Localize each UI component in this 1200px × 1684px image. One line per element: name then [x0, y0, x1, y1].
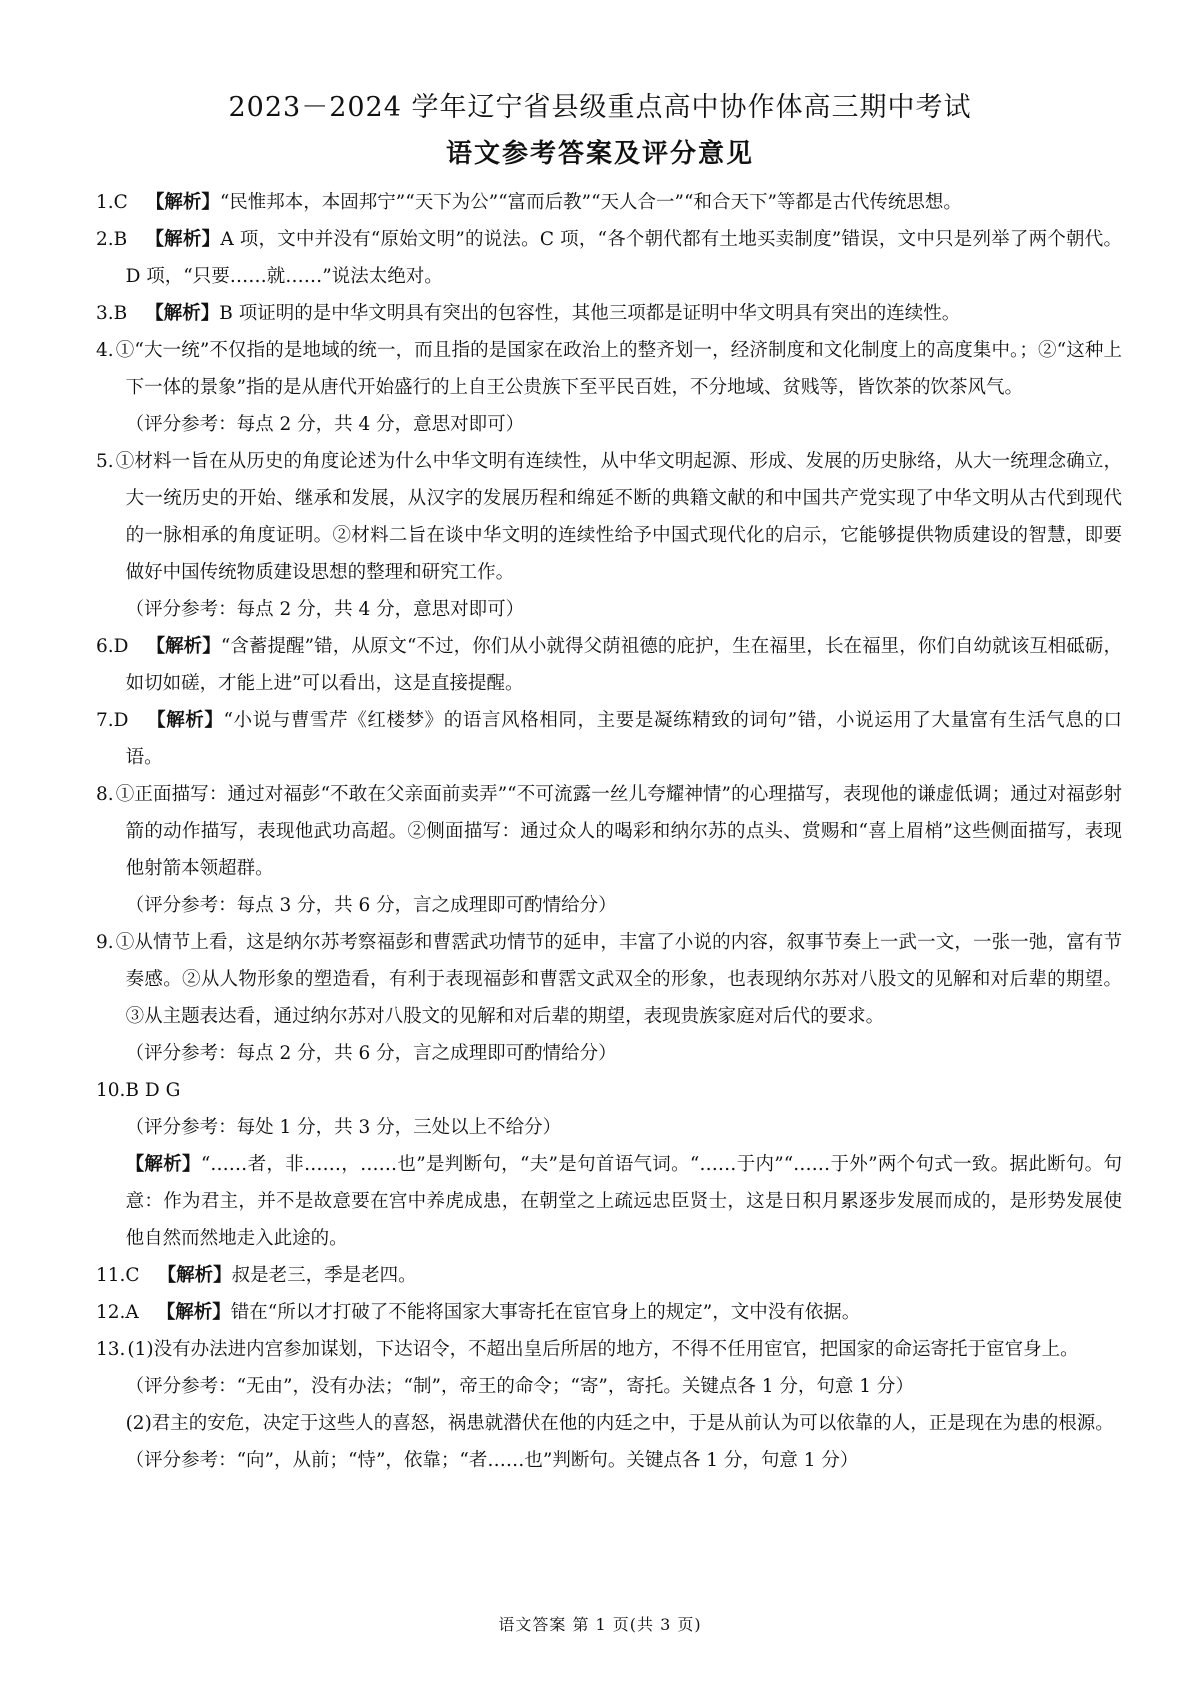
answer-item-4: 4. ①“大一统”不仅指的是地域的统一，而且指的是国家在政治上的整齐划一，经济制度和文化制度上的高度集中。；②“这种上下一体的景象”指的是从唐代开始盛行的上自王公贵族下至平民百姓，不分地域、贫贱等，皆饮茶的饮茶风气。	[96, 340, 1122, 398]
answer-item-2: 2.B 【解析】A 项，文中并没有“原始文明”的说法。C 项，“各个朝代都有土地买卖制度”错误，文中只是列举了两个朝代。D 项，“只要……就……”说法太绝对。	[96, 229, 1122, 287]
analysis-10: 【解析】“……者，非……，……也”是判断句，“夫”是句首语气词。“……于内”“……于外”两个句式一致。据此断句。句意：作为君主，并不是故意要在宫中养虎成患，在朝堂之上疏远忠臣贤士，这是日积月累逐步发展而成的，是形势发展使他自然而然地走入此途的。	[125, 1154, 1122, 1249]
answer-item-7: 7.D 【解析】“小说与曹雪芹《红楼梦》的语言风格相同，主要是凝练精致的词句”错，小说运用了大量富有生活气息的口语。	[96, 710, 1122, 768]
page-footer: 语文答案 第 1 页(共 3 页)	[498, 1615, 702, 1634]
answer-item-3: 3.B 【解析】B 项证明的是中华文明具有突出的包容性，其他三项都是证明中华文明具有突出的连续性。	[96, 303, 961, 324]
answer-item-11: 11.C 【解析】叔是老三，季是老四。	[96, 1265, 417, 1286]
scoring-note-4: （评分参考：每点 2 分，共 4 分，意思对即可）	[125, 414, 525, 435]
answer-item-1: 1.C 【解析】“民惟邦本，本固邦宁”“天下为公”“富而后教”“天人合一”“和合天下”等都是古代传统思想。	[96, 192, 962, 213]
answer-item-13: 13. (1)没有办法进内宫参加谋划，下达诏令，不超出皇后所居的地方，不得不任用宦官，把国家的命运寄托于宦官身上。	[96, 1339, 1079, 1360]
page-title: 2023－2024 学年辽宁省县级重点高中协作体高三期中考试	[228, 92, 972, 123]
answer-item-5: 5. ①材料一旨在从历史的角度论述为什么中华文明有连续性，从中华文明起源、形成、发展的历史脉络，从大一统理念确立，大一统历史的开始、继承和发展，从汉字的发展历程和绵延不断的典籍文献的和中国共产党实现了中华文明从古代到现代的一脉相承的角度证明。②材料二旨在谈中华文明的连续性给予中国式现代化的启示，它能够提供物质建设的智慧，即要做好中国传统物质建设思想的整理和研究工作。	[96, 451, 1122, 583]
answer-content	[96, 184, 1122, 1479]
answer-item-12: 12.A 【解析】错在“所以才打破了不能将国家大事寄托在宦官身上的规定”，文中没有依据。	[96, 1302, 861, 1323]
answer-item-9: 9. ①从情节上看，这是纳尔苏考察福彭和曹霑武功情节的延申，丰富了小说的内容，叙事节奏上一武一文，一张一弛，富有节奏感。②从人物形象的塑造看，有利于表现福彭和曹霑文武双全的形象，也表现纳尔苏对八股文的见解和对后辈的期望。③从主题表达看，通过纳尔苏对八股文的见解和对后辈的期望，表现贵族家庭对后代的要求。	[96, 932, 1122, 1027]
scoring-note-10: （评分参考：每处 1 分，共 3 分，三处以上不给分）	[125, 1117, 562, 1138]
answer-item-6: 6.D 【解析】“含蓄提醒”错，从原文“不过，你们从小就得父荫祖德的庇护，生在福里，长在福里，你们自幼就该互相砥砺，如切如磋，才能上进”可以看出，这是直接提醒。	[96, 636, 1122, 694]
scoring-note-9: （评分参考：每点 2 分，共 6 分，言之成理即可酌情给分）	[125, 1043, 617, 1064]
answer-item-13-2: (2)君主的安危，决定于这些人的喜怒，祸患就潜伏在他的内廷之中，于是从前认为可以依靠的人，正是现在为患的根源。	[125, 1413, 1114, 1434]
answer-item-8: 8. ①正面描写：通过对福彭“不敢在父亲面前卖弄”“不可流露一丝儿夸耀神情”的心理描写，表现他的谦虚低调；通过对福彭射箭的动作描写，表现他武功高超。②侧面描写：通过众人的喝彩和纳尔苏的点头、赏赐和“喜上眉梢”这些侧面描写，表现他射箭本领超群。	[96, 784, 1122, 879]
page-subtitle: 语文参考答案及评分意见	[445, 139, 754, 169]
scoring-note-5: （评分参考：每点 2 分，共 4 分，意思对即可）	[125, 599, 525, 620]
scoring-note-13-1: （评分参考：“无由”，没有办法；“制”，帝王的命令；“寄”，寄托。关键点各 1 分，句意 1 分）	[125, 1376, 914, 1397]
answer-item-10: 10.B D G	[96, 1080, 181, 1101]
scoring-note-8: （评分参考：每点 3 分，共 6 分，言之成理即可酌情给分）	[125, 895, 617, 916]
scoring-note-13-2: （评分参考：“向”，从前；“恃”，依靠；“者……也”判断句。关键点各 1 分，句意 1 分）	[125, 1450, 859, 1471]
